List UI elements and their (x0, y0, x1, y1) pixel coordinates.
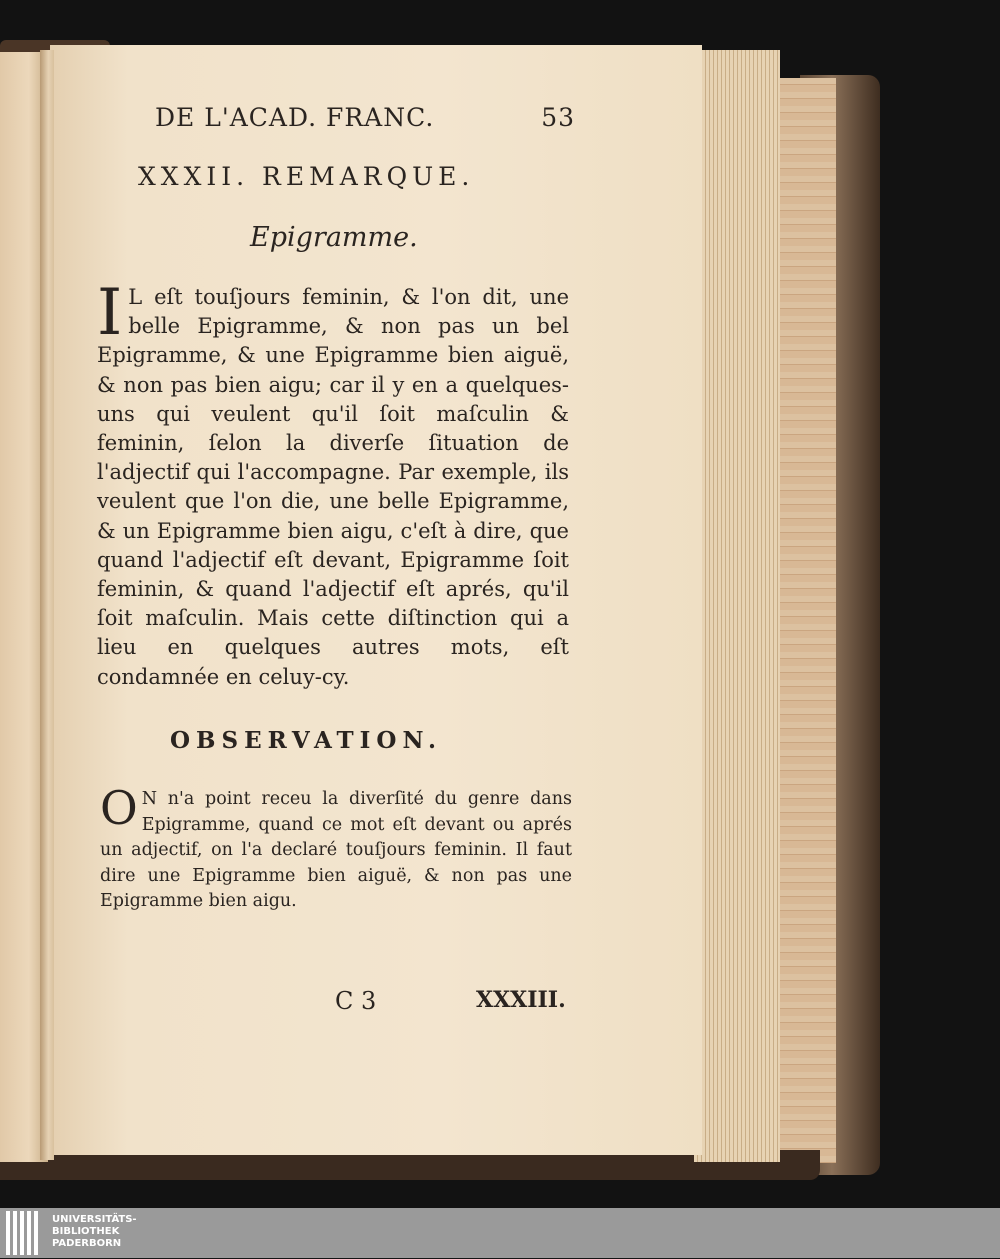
running-head-text: DE L'ACAD. FRANC. (155, 103, 435, 132)
remark-body (97, 276, 569, 692)
remark-subtitle: Epigramme. (250, 222, 418, 253)
observation-text: N n'a point receu la diverſité du genre dans Epigramme, quand ce mot eſt devant ou aprés un adjectif, on l'a declaré touſjours feminin. Il faut dire une Epigramme bien aiguë, & non pas une Epigramme bien aigu. (100, 789, 572, 911)
observation-dropcap: O (100, 781, 138, 835)
library-name (52, 1214, 137, 1250)
library-name-line3: PADERBORN (52, 1238, 122, 1249)
page-number: 53 (541, 103, 575, 132)
gutter (40, 50, 54, 1160)
observation-body (100, 781, 572, 915)
observation-heading: OBSERVATION. (170, 727, 443, 754)
catchword: XXXIII. (476, 987, 566, 1013)
signature-mark: C 3 (335, 987, 377, 1015)
page-stack (694, 50, 780, 1162)
remark-dropcap: I (97, 276, 123, 350)
library-name-line2: BIBLIOTHEK (52, 1226, 120, 1237)
remark-heading: XXXII. REMARQUE. (138, 162, 475, 191)
running-head (155, 103, 575, 132)
remark-text: L eſt touſjours feminin, & l'on dit, une belle Epigramme, & non pas un bel Epigramme, & une Epigramme bien aiguë, & non pas bien aigu; car il y en a quelques-uns qui veulent qu'il ſoit maſculin & feminin, ſelon la diverſe ſituation de l'adjectif qui l'accompagne. Par exemple, ils veulent que l'on die, une belle Epigramme, & un Epigramme bien aigu, c'eſt à dire, que quand l'adjectif eſt devant, Epigramme ſoit feminin, & quand l'adjectif eſt aprés, qu'il ſoit maſculin. Mais cette diſtinction qui a lieu en quelques autres mots, eſt condamnée en celuy-cy. (97, 285, 569, 689)
library-footer (0, 1208, 1000, 1258)
library-logo-icon (6, 1211, 44, 1255)
library-name-line1: UNIVERSITÄTS- (52, 1214, 137, 1225)
